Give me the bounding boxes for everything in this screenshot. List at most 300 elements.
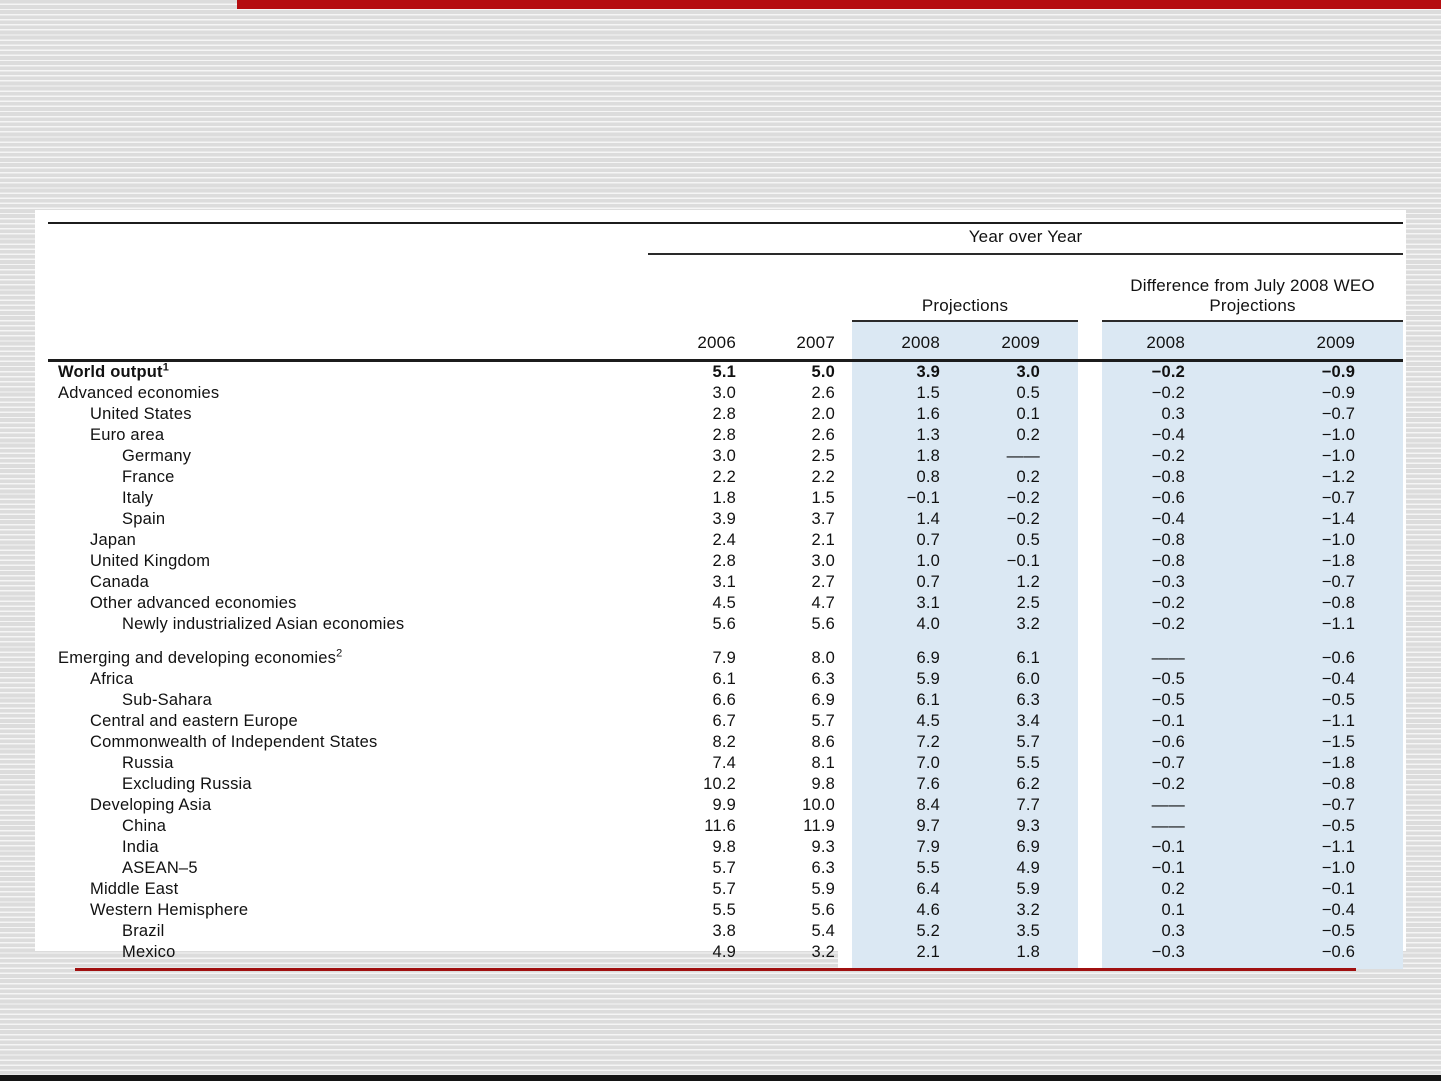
value-cell: 3.9 [712,510,736,528]
value-cell: 0.5 [956,383,1078,404]
table-row [48,921,1403,942]
value-cell: 0.1 [1102,900,1240,921]
table-row [48,446,1403,467]
table-row [48,551,1403,572]
value-cell: −1.5 [1240,732,1403,753]
row-label: Commonwealth of Independent States [90,733,378,751]
value-cell: 1.8 [956,942,1078,963]
column-gap [838,635,852,669]
value-cell: 2.5 [811,447,835,465]
column-gap [1078,404,1102,425]
value-cell: 9.8 [811,775,835,793]
value-cell: 9.8 [712,838,736,856]
growth-table-body [48,361,1403,970]
weo-table-panel [35,210,1406,961]
value-cell: −0.4 [1102,509,1240,530]
value-cell: 8.1 [811,754,835,772]
value-cell: 6.1 [956,635,1078,669]
value-cell: −0.7 [1102,753,1240,774]
value-cell: 7.2 [852,732,956,753]
value-cell: −1.2 [1240,467,1403,488]
value-cell: −0.8 [1102,530,1240,551]
column-gap [838,551,852,572]
value-cell: −0.3 [1102,572,1240,593]
value-cell: 4.9 [956,858,1078,879]
column-gap [1078,572,1102,593]
value-cell: 5.9 [852,669,956,690]
value-cell: 0.3 [1102,404,1240,425]
value-cell: 5.6 [811,901,835,919]
row-label: Italy [122,489,154,507]
value-cell: 9.9 [712,796,736,814]
value-cell: −0.6 [1240,942,1403,963]
table-row [48,404,1403,425]
row-label: Advanced economies [58,384,220,402]
value-cell: 10.2 [703,775,736,793]
value-cell: 5.9 [956,879,1078,900]
column-gap [838,690,852,711]
slide-bottom-bar [0,1075,1441,1081]
value-cell: −0.7 [1240,404,1403,425]
value-cell: 5.7 [956,732,1078,753]
column-gap [1078,858,1102,879]
value-cell: —— [956,446,1078,467]
value-cell: 2.8 [712,405,736,423]
value-cell: 7.4 [712,754,736,772]
table-row [48,572,1403,593]
column-gap [1078,446,1102,467]
value-cell: −0.1 [1102,837,1240,858]
value-cell: −1.0 [1240,446,1403,467]
value-cell: 2.7 [811,573,835,591]
value-cell: −0.9 [1240,383,1403,404]
value-cell: 3.9 [852,361,956,384]
year-column-header: 2008 [1102,321,1240,361]
value-cell: 2.6 [811,384,835,402]
row-label: Developing Asia [90,796,212,814]
value-cell: 2.6 [811,426,835,444]
column-gap [1078,635,1102,669]
value-cell: 0.5 [956,530,1078,551]
column-gap [1078,614,1102,635]
value-cell: −0.6 [1102,488,1240,509]
column-gap [1078,509,1102,530]
row-label: Other advanced economies [90,594,297,612]
column-gap [838,753,852,774]
column-gap [1078,900,1102,921]
value-cell: 6.3 [811,670,835,688]
table-row [48,879,1403,900]
row-label: France [122,468,175,486]
column-gap [1078,921,1102,942]
value-cell: 6.6 [712,691,736,709]
column-gap [1078,690,1102,711]
column-gap [1078,669,1102,690]
value-cell: 3.7 [811,510,835,528]
value-cell: −0.2 [1102,361,1240,384]
value-cell: 6.3 [811,859,835,877]
value-cell: −0.2 [1102,446,1240,467]
value-cell: −1.4 [1240,509,1403,530]
column-gap [838,711,852,732]
value-cell: 3.2 [956,614,1078,635]
value-cell: −0.5 [1240,690,1403,711]
value-cell: 1.8 [712,489,736,507]
value-cell: −1.8 [1240,753,1403,774]
column-gap [838,254,852,321]
value-cell: 3.2 [811,943,835,961]
value-cell: −1.1 [1240,711,1403,732]
column-gap [1078,361,1102,384]
value-cell: 1.4 [852,509,956,530]
row-label: United States [90,405,192,423]
value-cell: 6.3 [956,690,1078,711]
row-label: Central and eastern Europe [90,712,298,730]
row-label: Excluding Russia [122,775,252,793]
row-label: Emerging and developing economies$^2$ [58,647,343,667]
header-row-year-over-year [48,223,1403,254]
row-label: India [122,838,159,856]
column-gap [838,467,852,488]
value-cell: 0.7 [852,530,956,551]
table-row [48,732,1403,753]
value-cell: 8.4 [852,795,956,816]
value-cell: 4.9 [712,943,736,961]
table-row [48,467,1403,488]
value-cell: −0.8 [1102,467,1240,488]
row-label: Africa [90,670,134,688]
value-cell: 0.2 [1102,879,1240,900]
value-cell: 2.2 [712,468,736,486]
table-row [48,795,1403,816]
value-cell: −0.2 [956,488,1078,509]
value-cell: −0.2 [1102,614,1240,635]
value-cell: 7.0 [852,753,956,774]
value-cell: −0.2 [1102,774,1240,795]
value-cell: −0.1 [852,488,956,509]
column-gap [1078,383,1102,404]
value-cell: 6.9 [852,635,956,669]
table-row [48,530,1403,551]
value-cell: −0.8 [1102,551,1240,572]
slide-top-accent-bar [237,0,1441,9]
value-cell: 5.7 [712,880,736,898]
value-cell: 0.2 [956,467,1078,488]
table-row [48,690,1403,711]
column-gap [838,837,852,858]
table-row [48,361,1403,384]
value-cell: 7.7 [956,795,1078,816]
column-gap [838,858,852,879]
row-label: Newly industrialized Asian economies [122,615,405,633]
value-cell: 7.9 [852,837,956,858]
value-cell: 5.1 [712,363,736,381]
value-cell: −0.4 [1102,425,1240,446]
value-cell: 9.3 [811,838,835,856]
value-cell: 5.5 [712,901,736,919]
table-row [48,425,1403,446]
column-gap [1078,942,1102,963]
table-row [48,635,1403,669]
value-cell: 5.0 [811,363,835,381]
growth-projections-table [48,222,1403,969]
value-cell: 6.1 [852,690,956,711]
value-cell: 1.3 [852,425,956,446]
column-gap [1078,795,1102,816]
value-cell: —— [1102,635,1240,669]
value-cell: 1.0 [852,551,956,572]
difference-heading: Difference from July 2008 WEO Projections [1102,254,1403,321]
column-gap [838,795,852,816]
value-cell: −0.1 [1102,711,1240,732]
column-gap [1078,254,1102,321]
value-cell: 3.2 [956,900,1078,921]
column-gap [1078,530,1102,551]
column-gap [1078,732,1102,753]
table-row [48,669,1403,690]
year-column-header: 2009 [956,321,1078,361]
table-row [48,858,1403,879]
table-row [48,942,1403,963]
column-gap [838,509,852,530]
value-cell: 3.0 [712,384,736,402]
value-cell: −0.2 [1102,593,1240,614]
value-cell: −0.5 [1240,816,1403,837]
value-cell: 3.1 [712,573,736,591]
value-cell: 2.4 [712,531,736,549]
value-cell: −0.1 [956,551,1078,572]
value-cell: 3.4 [956,711,1078,732]
value-cell: −0.8 [1240,774,1403,795]
row-label: Germany [122,447,192,465]
column-gap [838,383,852,404]
table-row [48,593,1403,614]
column-gap [838,404,852,425]
row-label: World output$^1$ [58,361,170,381]
value-cell: −0.3 [1102,942,1240,963]
column-gap [838,879,852,900]
row-label: Mexico [122,943,176,961]
column-gap [838,593,852,614]
value-cell: −0.6 [1240,635,1403,669]
value-cell: —— [1102,816,1240,837]
column-gap [1078,816,1102,837]
value-cell: 4.6 [852,900,956,921]
value-cell: 6.9 [811,691,835,709]
value-cell: −0.7 [1240,488,1403,509]
table-row [48,488,1403,509]
slide-divider-rule [75,968,1356,971]
column-gap [1078,837,1102,858]
value-cell: 6.4 [852,879,956,900]
column-gap [1078,321,1102,361]
column-gap [838,321,852,361]
value-cell: 3.0 [956,361,1078,384]
value-cell: 7.6 [852,774,956,795]
column-gap [838,361,852,384]
value-cell: 3.5 [956,921,1078,942]
table-row [48,383,1403,404]
value-cell: 4.5 [852,711,956,732]
value-cell: 1.2 [956,572,1078,593]
row-label: Japan [90,531,136,549]
value-cell: 4.0 [852,614,956,635]
value-cell: 5.4 [811,922,835,940]
table-row [48,900,1403,921]
value-cell: 10.0 [802,796,835,814]
column-gap [838,614,852,635]
row-label: Spain [122,510,166,528]
value-cell: 5.7 [811,712,835,730]
year-column-header: 2006 [648,321,738,361]
year-column-header: 2007 [738,321,838,361]
row-label: United Kingdom [90,552,211,570]
value-cell: −0.1 [1240,879,1403,900]
value-cell: 6.7 [712,712,736,730]
value-cell: −0.8 [1240,593,1403,614]
value-cell: 8.6 [811,733,835,751]
value-cell: 8.0 [811,649,835,667]
header-corner-cell [48,223,648,361]
column-gap [838,732,852,753]
value-cell: 4.5 [712,594,736,612]
row-label: Euro area [90,426,165,444]
column-gap [838,816,852,837]
value-cell: 2.5 [956,593,1078,614]
value-cell: 9.3 [956,816,1078,837]
value-cell: 7.9 [712,649,736,667]
value-cell: 4.7 [811,594,835,612]
value-cell: −0.2 [956,509,1078,530]
value-cell: −1.1 [1240,837,1403,858]
column-gap [838,425,852,446]
value-cell: 9.7 [852,816,956,837]
value-cell: 3.1 [852,593,956,614]
column-gap [1078,488,1102,509]
value-cell: −1.0 [1240,858,1403,879]
table-header [48,223,1403,361]
row-label: Russia [122,754,174,772]
value-cell: 0.2 [956,425,1078,446]
value-cell: 2.2 [811,468,835,486]
value-cell: 6.2 [956,774,1078,795]
column-gap [1078,425,1102,446]
value-cell: 6.0 [956,669,1078,690]
value-cell: −1.0 [1240,530,1403,551]
value-cell: −0.2 [1102,383,1240,404]
value-cell: −0.1 [1102,858,1240,879]
column-gap [1078,879,1102,900]
row-label: China [122,817,167,835]
value-cell: −0.6 [1102,732,1240,753]
value-cell: 2.1 [852,942,956,963]
column-gap [1078,593,1102,614]
column-gap [1078,753,1102,774]
table-row [48,774,1403,795]
column-gap [1078,551,1102,572]
value-cell: 8.2 [712,733,736,751]
value-cell: 3.0 [811,552,835,570]
value-cell: 1.8 [852,446,956,467]
value-cell: 2.0 [811,405,835,423]
value-cell: 0.3 [1102,921,1240,942]
value-cell: −0.7 [1240,795,1403,816]
column-gap [838,900,852,921]
value-cell: 6.1 [712,670,736,688]
table-row [48,614,1403,635]
value-cell: 3.8 [712,922,736,940]
value-cell: −1.1 [1240,614,1403,635]
value-cell: 5.2 [852,921,956,942]
table-row [48,711,1403,732]
value-cell: −1.8 [1240,551,1403,572]
column-gap [838,921,852,942]
value-cell: 11.9 [803,817,835,835]
row-label: Middle East [90,880,179,898]
year-column-header: 2009 [1240,321,1403,361]
value-cell: 5.5 [852,858,956,879]
column-gap [838,488,852,509]
column-gap [838,942,852,963]
projections-heading: Projections [852,254,1078,321]
table-row [48,837,1403,858]
value-cell: −0.5 [1102,690,1240,711]
table-row [48,816,1403,837]
table-row [48,753,1403,774]
value-cell: 5.6 [712,615,736,633]
value-cell: 1.5 [852,383,956,404]
row-label: ASEAN–5 [122,859,198,877]
empty-header-cell [648,254,838,321]
column-gap [1078,774,1102,795]
value-cell: −0.4 [1240,900,1403,921]
value-cell: −0.9 [1240,361,1403,384]
row-label: Brazil [122,922,165,940]
value-cell: −0.7 [1240,572,1403,593]
value-cell: 0.1 [956,404,1078,425]
column-gap [1078,711,1102,732]
column-gap [1078,467,1102,488]
year-column-header: 2008 [852,321,956,361]
row-label: Canada [90,573,149,591]
value-cell: 0.7 [852,572,956,593]
value-cell: 0.8 [852,467,956,488]
value-cell: —— [1102,795,1240,816]
value-cell: 1.6 [852,404,956,425]
column-gap [838,572,852,593]
column-gap [838,774,852,795]
column-gap [838,530,852,551]
value-cell: −0.4 [1240,669,1403,690]
row-label: Sub-Sahara [122,691,213,709]
value-cell: 6.9 [956,837,1078,858]
value-cell: 2.8 [712,426,736,444]
value-cell: 5.7 [712,859,736,877]
value-cell: −1.0 [1240,425,1403,446]
value-cell: 5.6 [811,615,835,633]
value-cell: 3.0 [712,447,736,465]
column-gap [838,669,852,690]
table-row [48,509,1403,530]
value-cell: 1.5 [811,489,835,507]
value-cell: 2.1 [811,531,835,549]
value-cell: 5.9 [811,880,835,898]
value-cell: −0.5 [1240,921,1403,942]
value-cell: 5.5 [956,753,1078,774]
year-over-year-heading: Year over Year [648,223,1403,254]
value-cell: 2.8 [712,552,736,570]
row-label: Western Hemisphere [90,901,249,919]
